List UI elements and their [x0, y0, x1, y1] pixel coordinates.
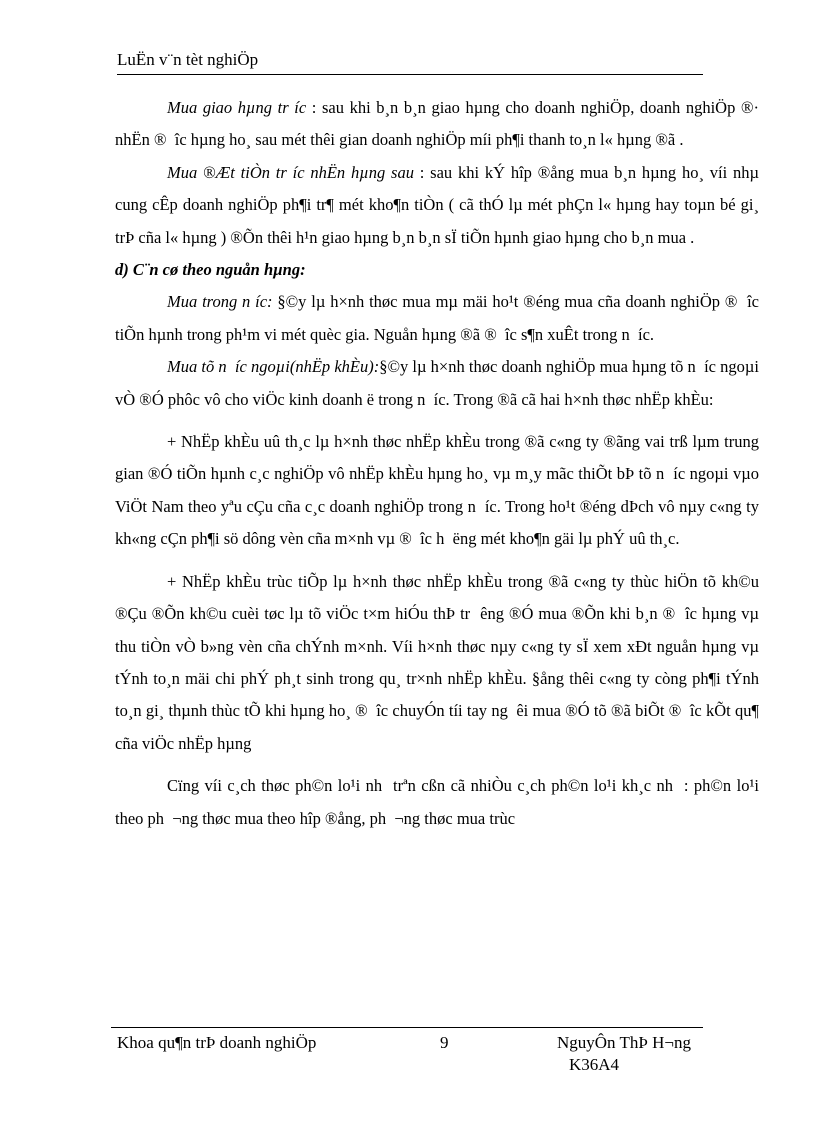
page-number: 9 [440, 1033, 449, 1052]
paragraph-other-classification: Cïng víi c¸ch thøc ph©n lo¹i nh trªn cßn cã nhiÒu c¸ch ph©n lo¹i kh¸c nh : ph©n lo¹i theo ph ¬ng thøc mua theo hîp ®ång, ph ¬ng thøc mua trùc [115, 776, 759, 828]
footer-author-block [557, 1032, 691, 1076]
paragraph-text: §©y lµ h×nh thøc mua mµ mäi ho¹t ®éng mua cña doanh nghiÖp ® îc tiÕn hµnh trong ph¹m vi mét quèc gia. Nguån hµng ®ã ® îc s¶n xuÊt trong n íc. [115, 292, 760, 344]
footer-faculty: Khoa qu¶n trÞ doanh nghiÖp [117, 1033, 317, 1052]
paragraph-text: : sau khi b¸n b¸n giao hµng cho doanh nghiÖp, doanh nghiÖp ®· nhËn ® îc hµng ho¸ sau mét thêi gian doanh nghiÖp míi ph¶i thanh to¸n l« hµng ®ã . [115, 98, 759, 150]
term: Mua ®Æt tiÒn tr íc nhËn hµng sau [167, 162, 414, 182]
author-name: NguyÔn ThÞ H¬ng [557, 1033, 691, 1052]
author-class: K36A4 [569, 1055, 620, 1074]
thesis-title: LuËn v¨n tèt nghiÖp [117, 50, 259, 69]
page-body [115, 92, 759, 835]
paragraph-text: : sau khi kÝ hîp ®ång mua b¸n hµng ho¸ víi nhµ cung cÊp doanh nghiÖp ph¶i tr¶ mét kho¶n tiÒn ( cã thÓ lµ mét phÇn l« hµng hay toµn bé gi¸ trÞ cña l« hµng ) ®Õn thêi h¹n giao hµng b¸n b¸n sÏ tiÕn hµnh giao hµng cho b¸n mua . [115, 162, 759, 247]
running-header [117, 50, 703, 75]
section-heading-d: d) C¨n cø theo nguån hµng: [115, 260, 306, 280]
paragraph-entrusted-import: + NhËp khÈu uû th¸c lµ h×nh thøc nhËp khÈu trong ®ã c«ng ty ®ãng vai trß lµm trung gian ®Ó tiÕn hµnh c¸c nghiÖp vô nhËp khÈu hµng ho¸ vµ m¸y mãc thiÕt bÞ tõ n íc ngoµi vµo ViÖt Nam theo yªu cÇu cña c¸c doanh nghiÖp trong n íc. Trong ho¹t ®éng dÞch vô nµy c«ng ty kh«ng cÇn ph¶i sö dông vèn cña m×nh vµ ® îc h ëng mét kho¶n gäi lµ phÝ uû th¸c. [115, 432, 759, 549]
paragraph-domestic [115, 286, 759, 351]
paragraph-text: §©y lµ h×nh thøc doanh nghiÖp mua hµng tõ n íc ngoµi vÒ ®Ó phôc vô cho viÖc kinh doanh ë trong n íc. Trong ®ã cã hai h×nh thøc nhËp khÈu: [115, 357, 759, 409]
term: Mua trong n íc: [167, 292, 273, 312]
footer-divider [111, 1027, 703, 1028]
term: Mua tõ n íc ngoµi(nhËp khÈu): [167, 357, 380, 377]
paragraph-import [115, 351, 759, 416]
paragraph-direct-import: + NhËp khÈu trùc tiÕp lµ h×nh thøc nhËp khÈu trong ®ã c«ng ty thùc hiÖn tõ kh©u ®Çu ®Õn kh©u cuèi tøc lµ tõ viÖc t×m hiÓu thÞ tr êng ®Ó mua ®Õn khi b¸n ® îc hµng vµ thu tiÒn vÒ b»ng vèn cña chÝnh m×nh. Víi h×nh thøc nµy c«ng ty sÏ xem xÐt nguån hµng vµ tÝnh to¸n mäi chi phÝ ph¸t sinh trong qu¸ tr×nh nhËp khÈu. §ång thêi c«ng ty còng ph¶i tÝnh to¸n gi¸ thµnh thùc tÕ khi hµng ho¸ ® îc chuyÓn tíi tay ng êi mua ®Ó tõ ®ã biÕt ® îc kÕt qu¶ cña viÖc nhËp hµng [115, 571, 759, 753]
term: Mua giao hµng tr íc [167, 98, 307, 117]
paragraph-buy-deliver-first [115, 92, 759, 157]
paragraph-prepay [115, 157, 759, 254]
